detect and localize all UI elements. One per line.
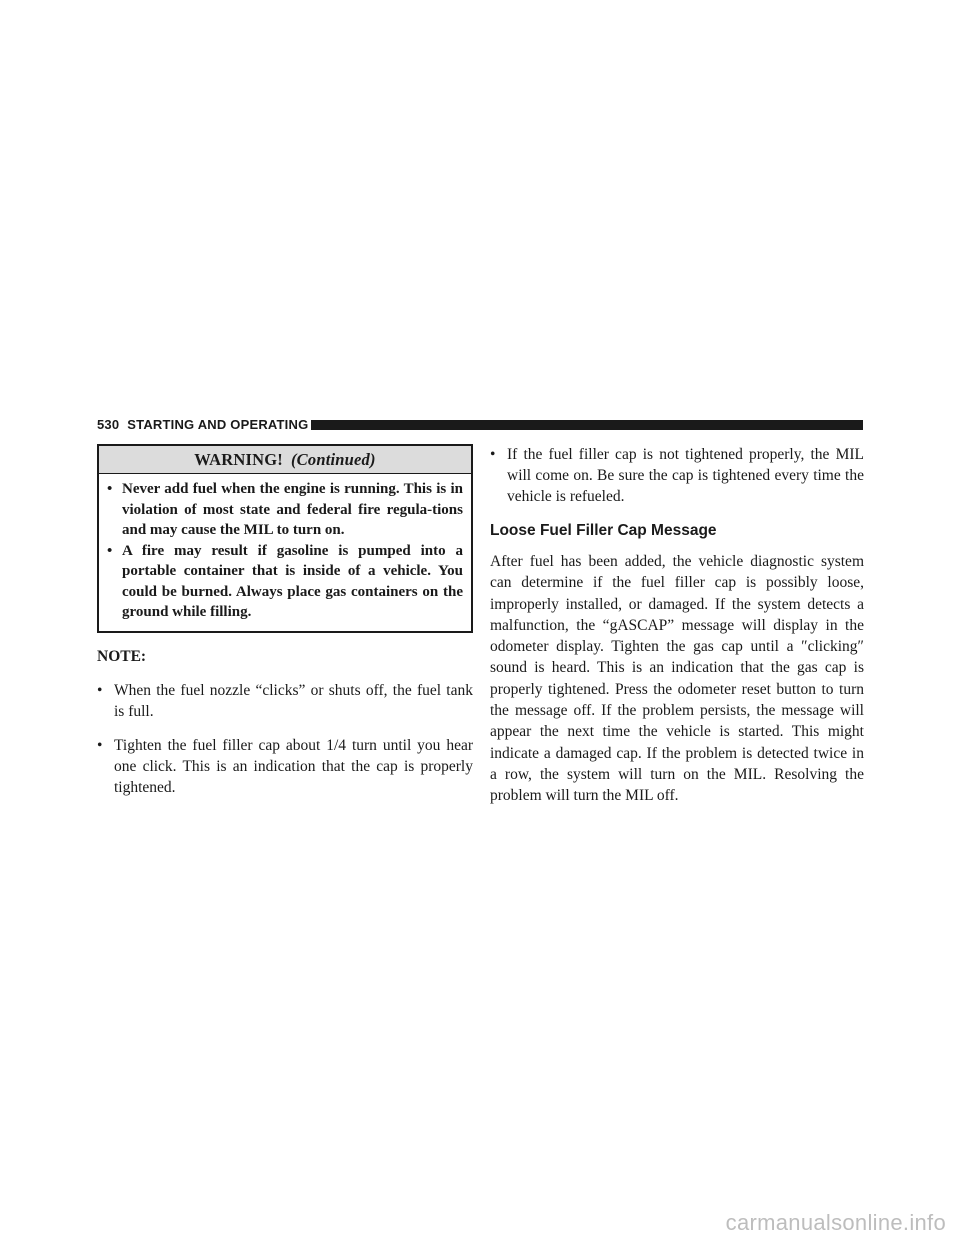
header-rule <box>311 420 863 430</box>
note-item-text: When the fuel nozzle “clicks” or shuts off, the fuel tank is full. <box>114 681 473 720</box>
warning-heading <box>99 446 471 474</box>
note-label: NOTE: <box>97 647 147 665</box>
bullet-icon: • <box>107 481 113 497</box>
page-header <box>97 417 863 433</box>
note-item <box>97 735 473 798</box>
section-heading: Loose Fuel Filler Cap Message <box>490 522 717 539</box>
warning-body <box>99 474 471 631</box>
bullet-icon: • <box>97 736 103 754</box>
bullet-icon: • <box>97 681 103 699</box>
page-number-and-section <box>97 417 308 433</box>
note-item <box>97 680 473 722</box>
bullet-icon: • <box>490 446 496 463</box>
warning-box <box>97 444 473 633</box>
warning-title: WARNING! <box>194 450 283 469</box>
note-item-text: Tighten the fuel filler cap about 1/4 turn until you hear one click. This is an indication that the cap is properly tightened. <box>114 736 473 796</box>
warning-item <box>107 541 463 623</box>
watermark: carmanualsonline.info <box>725 1210 946 1235</box>
note-item-text: If the fuel filler cap is not tightened properly, the MIL will come on. Be sure the cap is tightened every time the vehicle is refueled. <box>507 446 864 505</box>
left-column <box>97 444 473 798</box>
section-title: STARTING AND OPERATING <box>127 417 309 432</box>
page-number: 530 <box>97 417 120 432</box>
bullet-icon: • <box>107 542 113 559</box>
warning-item <box>107 479 463 541</box>
body-paragraph: After fuel has been added, the vehicle diagnostic system can determine if the fuel filler cap is possibly loose, improperly installed, or damaged. If the system detects a malfunction, the “gASCAP” message will display in the odometer display. Tighten the gas cap until a ″clicking″ sound is heard. This is an indication that the gas cap is properly tightened. Press the odometer reset button to turn the message off. If the problem persists, the message will appear the next time the vehicle is started. This might indicate a damaged cap. If the problem is detected twice in a row, the system will turn on the MIL. Resolving the problem will turn the MIL off. <box>490 553 864 805</box>
warning-continued: (Continued) <box>290 450 376 469</box>
warning-item-text: A fire may result if gasoline is pumped into a portable container that is inside of a vehicle. You could be burned. Always place gas containers on the ground while filling. <box>122 542 463 620</box>
note-item <box>490 444 864 507</box>
right-column <box>490 444 864 807</box>
warning-item-text: Never add fuel when the engine is running. This is in violation of most state and federal fire regula-tions and may cause the MIL to turn on. <box>122 481 463 538</box>
